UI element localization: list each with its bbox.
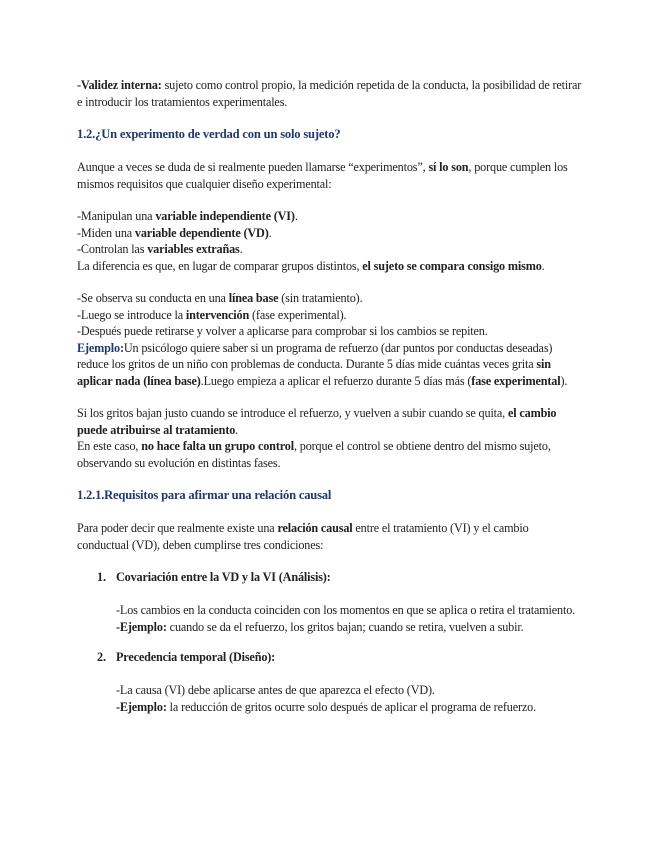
condicion-heading [77,649,582,666]
conclusion-text-2: . [235,422,239,437]
condicion-number: 2. [97,650,106,664]
heading-1-2-1: 1.2.1.Requisitos para afirmar una relación causal [77,488,332,502]
validez-interna-text: sujeto como control propio, la medición repetida de la conducta, la posibilidad de retirar e introducir los tratamientos experimentales. [77,78,582,109]
list-item [77,569,582,635]
conclusion-text-1: Si los gritos bajan justo cuando se introduce el refuerzo, y vuelven a subir cuando se quita, [77,406,508,420]
requisito-pre: -Controlan las [77,242,148,256]
requisito-post: . [268,225,272,240]
condicion-ejemplo [116,699,582,716]
procedimiento-line-3: -Después puede retirarse y volver a aplicarse para comprobar si los cambios se repiten. [77,324,488,338]
diferencia-bold: el sujeto se compara consigo mismo [362,258,542,273]
procedimiento-line-1 [77,290,582,307]
proc-l2-pre: -Luego se introduce la [77,307,186,322]
condicion-text: -La causa (VI) debe aplicarse antes de que aparezca el efecto (VD). [116,683,435,697]
conclusion-paragraph-1 [77,405,582,438]
validez-interna-paragraph [77,77,582,110]
requisito-post: . [239,242,243,256]
list-item [77,649,582,715]
ejemplo-paragraph [77,340,582,390]
proc-l1-pre: -Se observa su conducta en una [77,291,229,305]
validez-interna-lead: -Validez interna: [77,78,162,92]
requisito-line [77,241,582,258]
conclusion-block [77,405,582,471]
condicion-ejemplo-label: -Ejemplo: [116,699,167,714]
condicion-number: 1. [97,570,106,584]
condicion-ejemplo-label: -Ejemplo: [116,619,167,634]
diferencia-text-1: La diferencia es que, en lugar de comparar grupos distintos, [77,258,363,273]
proc-l1-bold: línea base [228,291,279,305]
requisito-bold: variable dependiente (VD) [134,225,269,240]
intro-text-1: Aunque a veces se duda de si realmente pueden llamarse “experimentos”, [77,160,429,174]
condicion-ejemplo [116,619,582,636]
requisito-pre: -Miden una [77,225,135,240]
proc-l1-post: (sin tratamiento). [278,291,363,305]
ejemplo-bold-2: fase experimental [471,373,561,388]
condicion-ejemplo-text: cuando se da el refuerzo, los gritos bajan; cuando se retira, vuelven a subir. [166,619,524,634]
conclusion-bold-1: el cambio puede atribuirse al tratamiento [77,406,557,437]
procedimiento-line-2 [77,307,582,324]
condicion-body [77,682,582,715]
condicion-body [77,602,582,635]
causal-intro-paragraph [77,520,582,553]
requisito-line [77,208,582,225]
conclusion-text-4: , porque el control se obtiene dentro del mismo sujeto, observando su evolución en distintas fases. [77,439,551,470]
ejemplo-text-3: ). [560,373,568,388]
conclusion-paragraph-2 [77,438,582,471]
proc-l2-post: (fase experimental). [249,307,347,322]
causal-bold: relación causal [277,521,353,535]
requisito-pre: -Manipulan una [77,209,156,223]
diferencia-paragraph [77,258,582,275]
procedimiento-block [77,290,582,389]
ejemplo-text-1: Un psicólogo quiere saber si un programa de refuerzo (dar puntos por conductas deseadas) reduce los gritos de un niño con problemas de conducta. Durante 5 días mide cuántas veces grita [77,340,553,371]
requisito-line [77,225,582,242]
condicion-title: Precedencia temporal (Diseño): [116,650,276,664]
intro-text-2: , porque cumplen los mismos requisitos que cualquier diseño experimental: [77,160,568,191]
document-page [77,77,582,729]
intro-bold: sí lo son [428,160,469,174]
ejemplo-bold-1: sin aplicar nada (línea base) [77,357,551,388]
condicion-ejemplo-text: la reducción de gritos ocurre solo después de aplicar el programa de refuerzo. [166,699,536,714]
requisito-bold: variable independiente (VI) [155,209,295,223]
condicion-heading [77,569,582,586]
diferencia-text-2: . [541,258,545,273]
requisito-post: . [294,209,298,223]
requisito-bold: variables extrañas [147,242,240,256]
condicion-text: -Los cambios en la conducta coinciden con los momentos en que se aplica o retira el tratamiento. [116,603,576,617]
requisitos-block [77,208,582,274]
condicion-title: Covariación entre la VD y la VI (Análisis): [116,570,331,584]
condiciones-list [77,569,582,715]
causal-text-1: Para poder decir que realmente existe una [77,521,278,535]
intro-paragraph [77,159,582,192]
causal-text-2: entre el tratamiento (VI) y el cambio conductual (VD), deben cumplirse tres condiciones: [77,521,529,552]
ejemplo-label: Ejemplo: [77,340,124,355]
conclusion-bold-2: no hace falta un grupo control [141,439,294,453]
ejemplo-text-2: .Luego empieza a aplicar el refuerzo durante 5 días más ( [200,373,472,388]
proc-l2-bold: intervención [185,307,250,322]
heading-1-2: 1.2.¿Un experimento de verdad con un solo sujeto? [77,127,341,141]
conclusion-text-3: En este caso, [77,439,142,453]
